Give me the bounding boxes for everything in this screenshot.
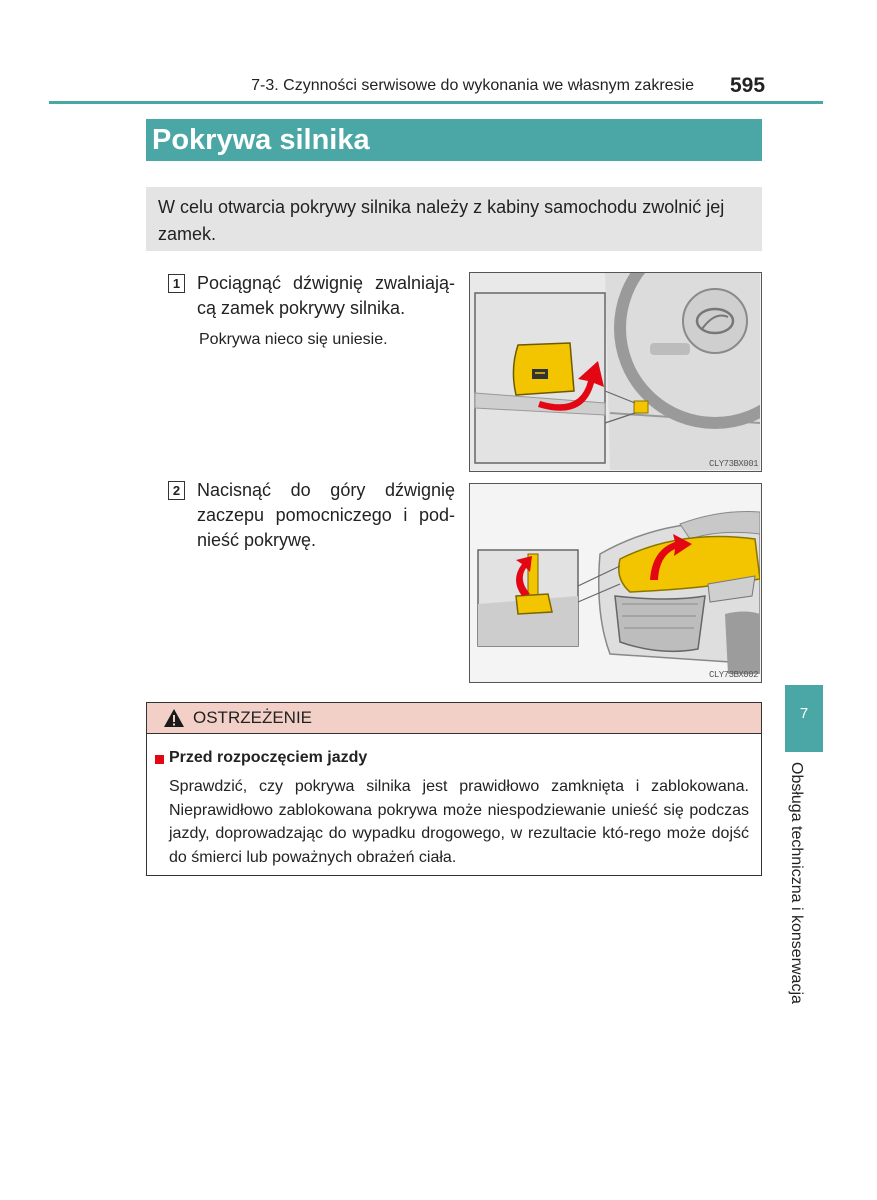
page-title: Pokrywa silnika bbox=[152, 124, 370, 156]
warning-label: OSTRZEŻENIE bbox=[193, 708, 313, 727]
header-section-title: 7-3. Czynności serwisowe do wykonania we własnym zakresie bbox=[251, 77, 694, 94]
warning-box bbox=[146, 702, 762, 876]
illustration-hood-release-lever bbox=[469, 272, 762, 472]
warning-text: Sprawdzić, czy pokrywa silnika jest prawidłowo zamknięta i zablokowana. Nieprawidłowo zablokowana pokrywa może niespodziewanie unieść się podczas jazdy, doprowadzając do wypadku drogowego, w rezultacie któ-rego może dojść do śmierci lub poważnych obrażeń ciała. bbox=[169, 778, 749, 866]
header-rule bbox=[49, 101, 823, 104]
intro-box: W celu otwarcia pokrywy silnika należy z kabiny samochodu zwolnić jej zamek. bbox=[146, 187, 762, 251]
title-bar bbox=[146, 119, 762, 161]
chapter-number: 7 bbox=[799, 705, 809, 722]
page-number: 595 bbox=[730, 74, 766, 97]
step-text-1: Pociągnąć dźwignię zwalniają-cą zamek pokrywy silnika. bbox=[197, 273, 455, 318]
step-note-1: Pokrywa nieco się uniesie. bbox=[199, 331, 388, 348]
step-number-1: 1 bbox=[168, 274, 185, 293]
bullet-square-icon bbox=[155, 755, 164, 764]
image-code-2: CLY73BX002 bbox=[708, 670, 758, 680]
step-number-2: 2 bbox=[168, 481, 185, 500]
warning-triangle-icon bbox=[163, 708, 185, 728]
image-code-1: CLY73BX001 bbox=[708, 459, 758, 469]
chapter-tab bbox=[785, 685, 823, 752]
warning-subheading: Przed rozpoczęciem jazdy bbox=[169, 749, 368, 766]
step-text-2: Nacisnąć do góry dźwignię zaczepu pomocniczego i pod-nieść pokrywę. bbox=[197, 480, 455, 550]
warning-header bbox=[147, 703, 761, 734]
illustration-hood-auxiliary-catch bbox=[469, 483, 762, 683]
chapter-label: Obsługa techniczna i konserwacja bbox=[788, 762, 805, 1004]
